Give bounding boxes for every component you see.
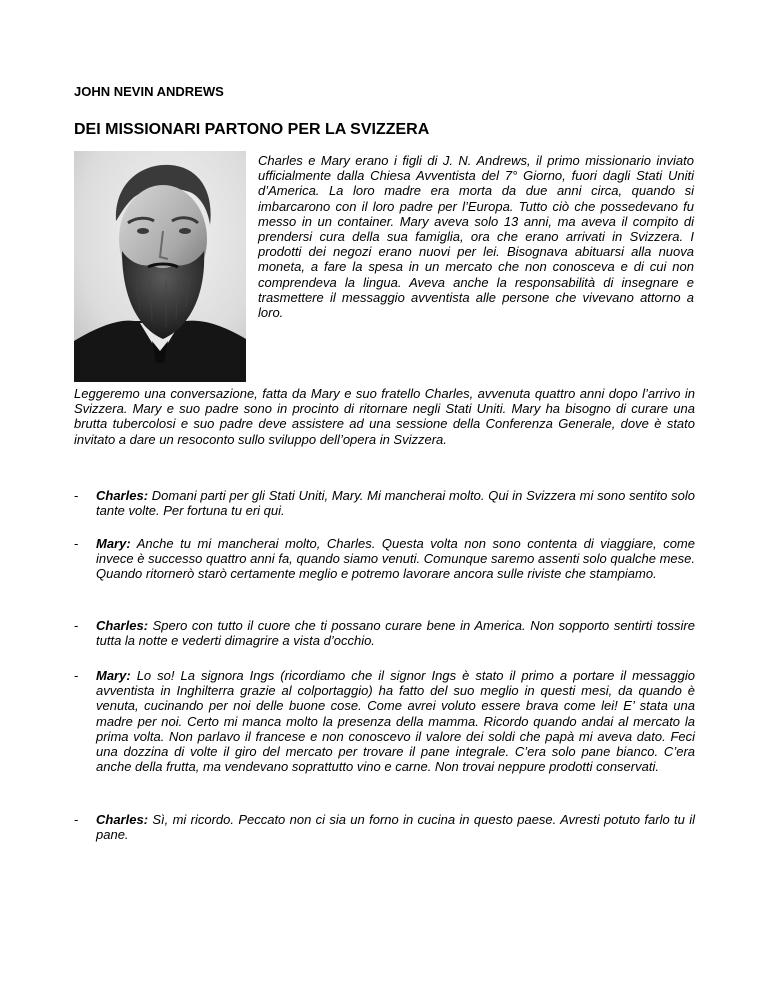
speaker-label: Charles: [96, 812, 149, 827]
dialogue-text [96, 812, 695, 842]
dialogue-line: Anche tu mi mancherai molto, Charles. Questa volta non sono contenta di viaggiare, come invece è successo quattro anni fa, quando siamo venuti. Comunque saremo assenti solo qualche mese. Quando ritornerò starò certamente meglio e potremo lavorare ancora sulle riviste che stampiamo. [96, 536, 695, 582]
list-dash: - [74, 812, 79, 827]
portrait-photo [74, 151, 246, 382]
dialogue-line: Sì, mi ricordo. Peccato non ci sia un forno in cucina in questo paese. Avresti potuto farlo tu il pane. [96, 812, 695, 843]
speaker-label: Mary: [96, 668, 131, 683]
dialogue-item [74, 618, 695, 668]
dialogue-item [74, 536, 695, 618]
dialogue-list [74, 488, 695, 842]
page-title: DEI MISSIONARI PARTONO PER LA SVIZZERA [74, 121, 430, 138]
dialogue-item [74, 488, 695, 536]
author-heading: JOHN NEVIN ANDREWS [74, 84, 224, 99]
dialogue-item [74, 668, 695, 812]
intro-paragraph: Charles e Mary erano i figli di J. N. Andrews, il primo missionario inviato ufficialmente dalla Chiesa Avventista del 7° Giorno, fuori dagli Stati Uniti d’America. La loro madre era morta da due anni circa, quando si imbarcarono con il loro padre per l’Europa. Tutto ciò che possedevano fu messo in un container. Mary aveva solo 13 anni, ma aveva il compito di prendersi cura della sua famiglia, ora che erano arrivati in Svizzera. I prodotti dei negozi erano nuovi per lei. Bisognava abituarsi alla nuova moneta, a fare la spesa in un mercato che non conosceva e di cui non comprendeva la lingua. Aveva anche la responsabilità di insegnare e trasmettere il messaggio avventista alle persone che vivevano attorno a loro. [258, 153, 694, 321]
dialogue-line: Lo so! La signora Ings (ricordiamo che il signor Ings è stato il primo a portare il messaggio avventista in Inghilterra grazie al colportaggio) ha fatto del suo meglio in questi mesi, da quando è venuta, cucinando per noi delle buone cose. Come avrei voluto essere brava come lei! E’ stata una madre per noi. Certo mi manca molto la presenza della mamma. Ricordo quando andai al mercato la prima volta. Non parlavo il francese e non conoscevo il valore dei soldi che papà mi aveva dato. Feci una dozzina di volte il giro del mercato per trovare il pane integrale. C’era solo pane bianco. C’era anche della frutta, ma vendevano soprattutto vino e carne. Non trovai neppure prodotti conservati. [96, 668, 695, 775]
dialogue-text [96, 536, 695, 582]
list-dash: - [74, 536, 79, 551]
lead-paragraph: Leggeremo una conversazione, fatta da Mary e suo fratello Charles, avvenuta quattro anni dopo l’arrivo in Svizzera. Mary e suo padre sono in procinto di ritornare negli Stati Uniti. Mary ha bisogno di curare una brutta tubercolosi e suo padre deve assistere ad una sessione della Conferenza Generale, dove è stato invitato a dare un resoconto sullo sviluppo dell’opera in Svizzera. [74, 386, 695, 447]
speaker-label: Charles: [96, 488, 149, 503]
dialogue-text [96, 618, 695, 648]
dialogue-text [96, 488, 695, 518]
list-dash: - [74, 488, 79, 503]
speaker-label: Mary: [96, 536, 131, 551]
list-dash: - [74, 618, 79, 633]
dialogue-item [74, 812, 695, 842]
speaker-label: Charles: [96, 618, 149, 633]
dialogue-line: Domani parti per gli Stati Uniti, Mary. Mi mancherai molto. Qui in Svizzera mi sono sentito solo tante volte. Per fortuna tu eri qui. [96, 488, 695, 519]
list-dash: - [74, 668, 79, 683]
dialogue-text [96, 668, 695, 774]
dialogue-line: Spero con tutto il cuore che ti possano curare bene in America. Non sopporto sentirti tossire tutta la notte e vederti dimagrire a vista d’occhio. [96, 618, 695, 649]
